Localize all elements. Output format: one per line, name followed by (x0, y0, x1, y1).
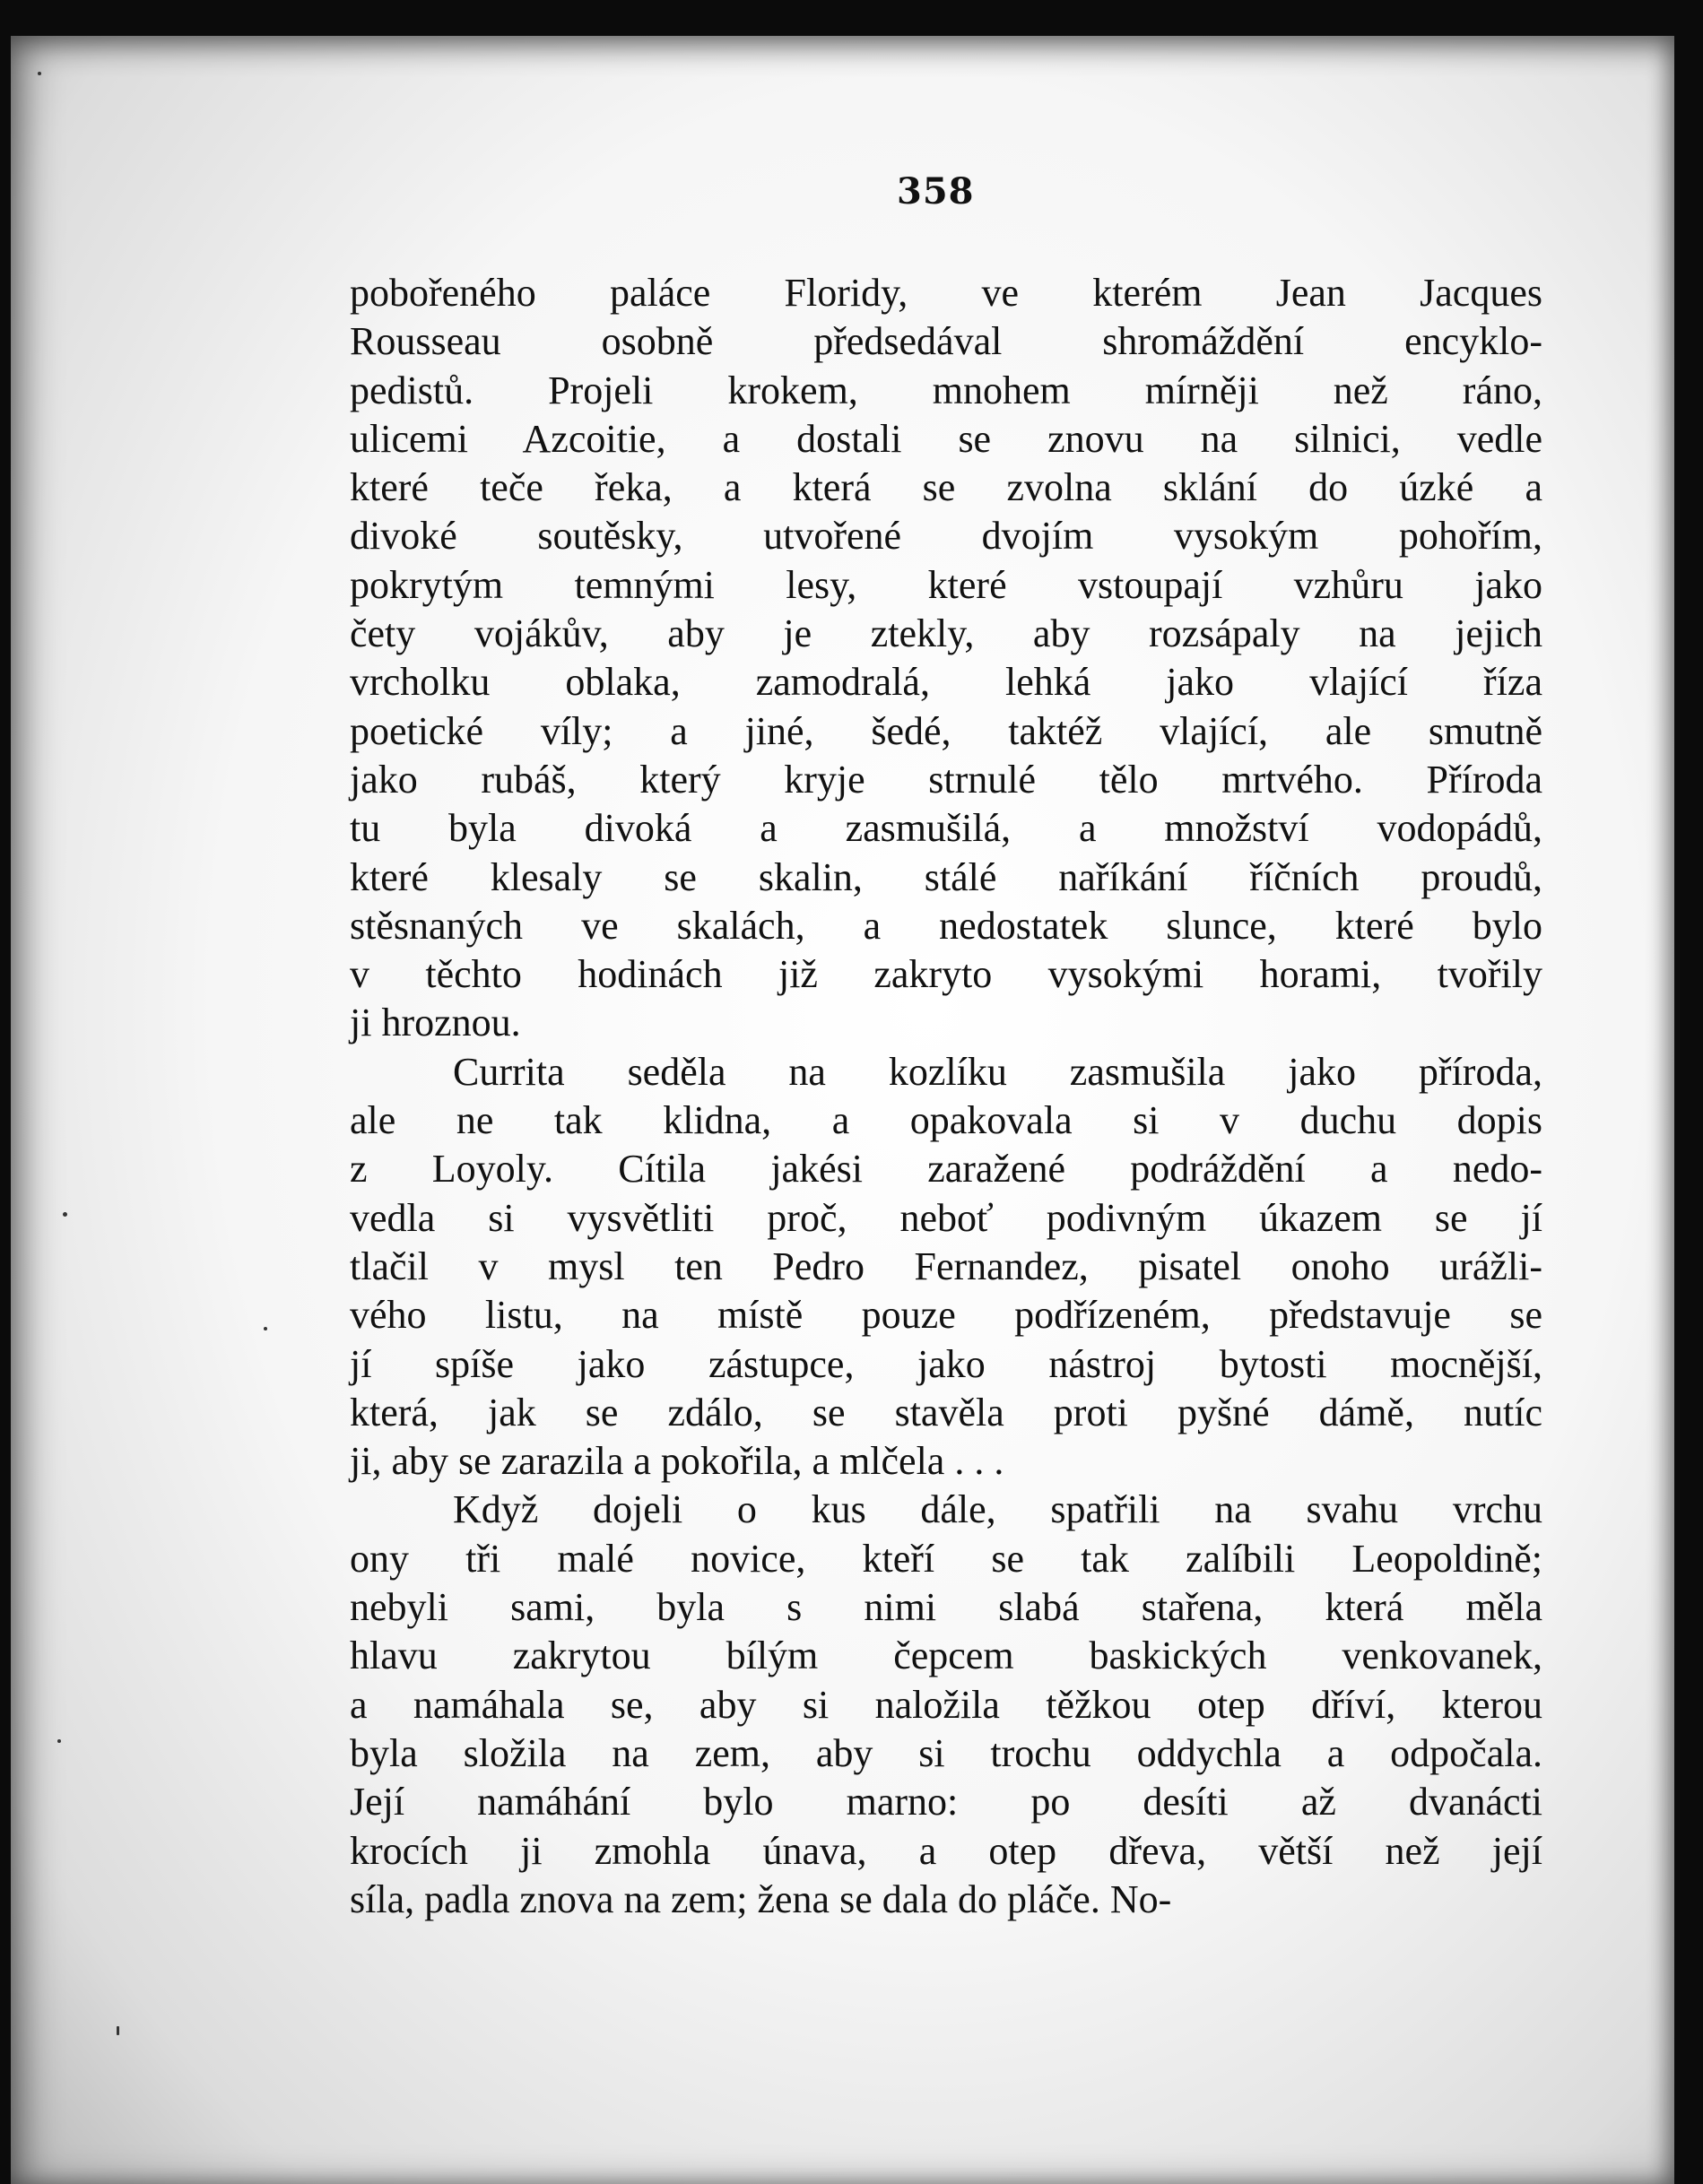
text-line: ulicemi Azcoitie, a dostali se znovu na silnici, vedle (350, 416, 1542, 461)
text-line: pokrytým temnými lesy, které vstoupají vzhůru jako (350, 562, 1542, 607)
scan-speck (117, 2026, 119, 2035)
text-line: pedistů. Projeli krokem, mnohem mírněji než ráno, (350, 368, 1542, 412)
text-line: jako rubáš, který kryje strnulé tělo mrtvého. Příroda (350, 757, 1542, 802)
text-line: a namáhala se, aby si naložila těžkou otep dříví, kterou (350, 1682, 1542, 1727)
text-line: stěsnaných ve skalách, a nedostatek slunce, které bylo (350, 903, 1542, 948)
paragraph (350, 269, 1542, 1048)
paragraph (350, 1048, 1542, 1486)
text-line: Currita seděla na kozlíku zasmušila jako příroda, (453, 1049, 1542, 1094)
text-line: divoké soutěsky, utvořené dvojím vysokým pohořím, (350, 514, 1542, 559)
text-line: pobořeného paláce Floridy, ve kterém Jean Jacques (350, 271, 1542, 315)
text-line: poetické víly; a jiné, šedé, taktéž vlající, ale smutně (350, 708, 1542, 753)
text-line: ji, aby se zarazila a pokořila, a mlčela . . . (350, 1439, 1004, 1484)
text-line: tlačil v mysl ten Pedro Fernandez, pisatel onoho urážli- (350, 1244, 1542, 1288)
text-line: ji hroznou. (350, 1001, 521, 1045)
text-line: z Loyoly. Cítila jakési zaražené podráždění a nedo- (350, 1147, 1542, 1192)
text-line: které klesaly se skalin, stálé naříkání říčních proudů, (350, 854, 1542, 899)
text-line: Když dojeli o kus dále, spatřili na svahu vrchu (453, 1487, 1542, 1532)
text-line: čety vojákův, aby je ztekly, aby rozsápaly na jejich (350, 611, 1542, 656)
text-line: ony tři malé novice, kteří se tak zalíbili Leopoldině; (350, 1536, 1542, 1581)
text-line: vého listu, na místě pouze podřízeném, představuje se (350, 1293, 1542, 1338)
text-line: vrcholku oblaka, zamodralá, lehká jako vlající říza (350, 660, 1542, 705)
text-line: síla, padla znova na zem; žena se dala do pláče. No- (350, 1876, 1172, 1921)
scan-speck (57, 1739, 61, 1743)
body-text (350, 269, 1542, 1924)
text-line: nebyli sami, byla s nimi slabá stařena, která měla (350, 1585, 1542, 1630)
text-line: Její namáhání bylo marno: po desíti až dvanácti (350, 1780, 1542, 1824)
text-line: Rousseau osobně předsedával shromáždění encyklo- (350, 319, 1542, 364)
scan-speck (264, 1327, 267, 1330)
scan-speck (38, 72, 41, 75)
text-line: které teče řeka, a která se zvolna sklání do úzké a (350, 465, 1542, 510)
text-line: jí spíše jako zástupce, jako nástroj bytosti mocnější, (350, 1341, 1542, 1386)
text-line: krocích ji zmohla únava, a otep dřeva, větší než její (350, 1828, 1542, 1873)
text-line: která, jak se zdálo, se stavěla proti pyšné dámě, nutíc (350, 1390, 1542, 1434)
paragraph (350, 1486, 1542, 1924)
text-line: hlavu zakrytou bílým čepcem baskických venkovanek, (350, 1634, 1542, 1678)
text-line: ale ne tak klidna, a opakovala si v duchu dopis (350, 1098, 1542, 1143)
page-number: 358 (897, 170, 975, 212)
text-line: v těchto hodinách již zakryto vysokými horami, tvořily (350, 952, 1542, 997)
text-line: byla složila na zem, aby si trochu oddychla a odpočala. (350, 1730, 1542, 1775)
scan-speck (63, 1212, 67, 1217)
text-line: vedla si vysvětliti proč, neboť podivným úkazem se jí (350, 1195, 1542, 1240)
text-line: tu byla divoká a zasmušilá, a množství vodopádů, (350, 806, 1542, 851)
